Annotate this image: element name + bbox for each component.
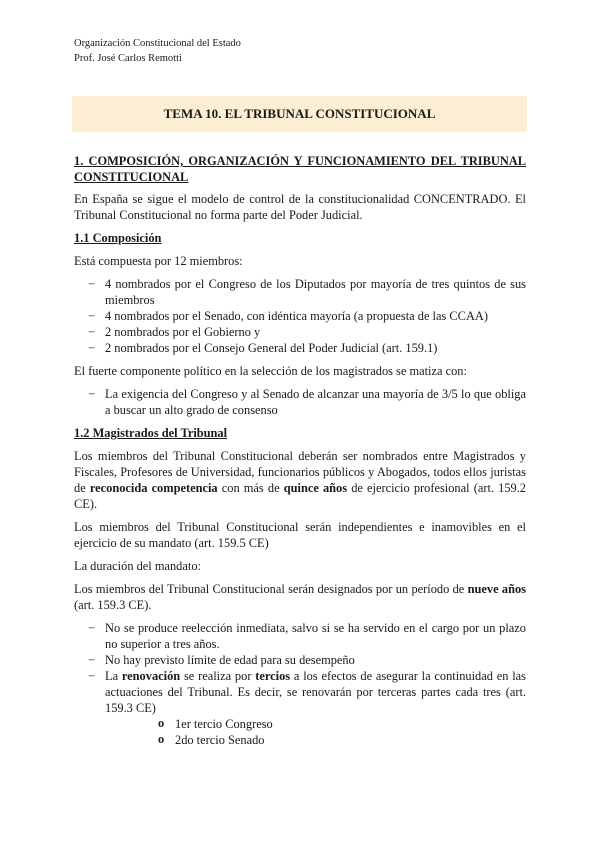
sub-list-item: o 2do tercio Senado bbox=[158, 732, 265, 747]
composicion-intro: Está compuesta por 12 miembros: bbox=[74, 254, 243, 268]
professor-name: Prof. José Carlos Remotti bbox=[74, 53, 182, 64]
dash-marker: − bbox=[88, 653, 95, 667]
dash-marker: − bbox=[88, 387, 95, 401]
magistrados-paragraph-2: Los miembros del Tribunal Constitucional serán independientes e inamovibles en el ejercicio de su mandato (art. 159.5 CE) bbox=[74, 520, 526, 550]
dash-marker: − bbox=[88, 669, 95, 683]
list-item: − 4 nombrados por el Congreso de los Diputados por mayoría de tres quintos de sus miembros bbox=[88, 277, 526, 307]
dash-marker: − bbox=[88, 325, 95, 339]
list-item: − 2 nombrados por el Gobierno y bbox=[88, 325, 261, 339]
section-heading: 1. COMPOSICIÓN, ORGANIZACIÓN Y FUNCIONAMIENTO DEL TRIBUNAL CONSTITUCIONAL bbox=[74, 154, 526, 184]
list-item: − No se produce reelección inmediata, salvo si se ha servido en el cargo por un plazo no superior a tres años. bbox=[88, 621, 526, 651]
sub-list-item: o 1er tercio Congreso bbox=[158, 716, 273, 731]
subsection-heading-magistrados: 1.2 Magistrados del Tribunal bbox=[74, 426, 228, 440]
document-body bbox=[74, 150, 526, 755]
list-item: − La renovación se realiza por tercios a los efectos de asegurar la continuidad en las actuaciones del Tribunal. Es decir, se renovarán por terceras partes cada tres (art. 159.3 CE) o 1er tercio Congreso o 2do tercio Senado bbox=[88, 669, 526, 747]
dash-marker: − bbox=[88, 309, 95, 323]
dash-marker: − bbox=[88, 341, 95, 355]
title-banner bbox=[72, 96, 527, 132]
subsection-heading-composicion: 1.1 Composición bbox=[74, 231, 162, 245]
course-name: Organización Constitucional del Estado bbox=[74, 38, 241, 49]
bullet-marker: o bbox=[158, 732, 165, 746]
renovacion-sublist bbox=[105, 716, 526, 748]
list-item: − 4 nombrados por el Senado, con idéntica mayoría (a propuesta de las CCAA) bbox=[88, 309, 488, 323]
dash-marker: − bbox=[88, 621, 95, 635]
composicion-paragraph: El fuerte componente político en la selección de los magistrados se matiza con: bbox=[74, 364, 467, 378]
list-item: − No hay previsto límite de edad para su desempeño bbox=[88, 653, 355, 667]
magistrados-paragraph-1: Los miembros del Tribunal Constitucional deberán ser nombrados entre Magistrados y Fiscales, Profesores de Universidad, funcionarios públicos y Abogados, todos ellos juristas de reconocida competencia con más de quince años de ejercicio profesional (art. 159.2 CE). bbox=[74, 449, 527, 511]
mandato-list bbox=[74, 620, 526, 748]
bullet-marker: o bbox=[158, 716, 165, 730]
matiz-list bbox=[74, 386, 526, 418]
dash-marker: − bbox=[88, 277, 95, 291]
list-item: − 2 nombrados por el Consejo General del Poder Judicial (art. 159.1) bbox=[88, 341, 438, 355]
list-item: − La exigencia del Congreso y al Senado de alcanzar una mayoría de 3/5 lo que obliga a buscar un alto grado de consenso bbox=[88, 387, 526, 417]
magistrados-paragraph-3: La duración del mandato: bbox=[74, 559, 201, 573]
section-intro: En España se sigue el modelo de control de la constitucionalidad CONCENTRADO. El Tribunal Constitucional no forma parte del Poder Judicial. bbox=[74, 192, 526, 222]
page-header bbox=[74, 36, 241, 66]
magistrados-paragraph-4: Los miembros del Tribunal Constitucional serán designados por un período de nueve años (art. 159.3 CE). bbox=[74, 582, 526, 612]
composicion-list bbox=[74, 276, 526, 356]
document-title: TEMA 10. EL TRIBUNAL CONSTITUCIONAL bbox=[163, 106, 436, 121]
